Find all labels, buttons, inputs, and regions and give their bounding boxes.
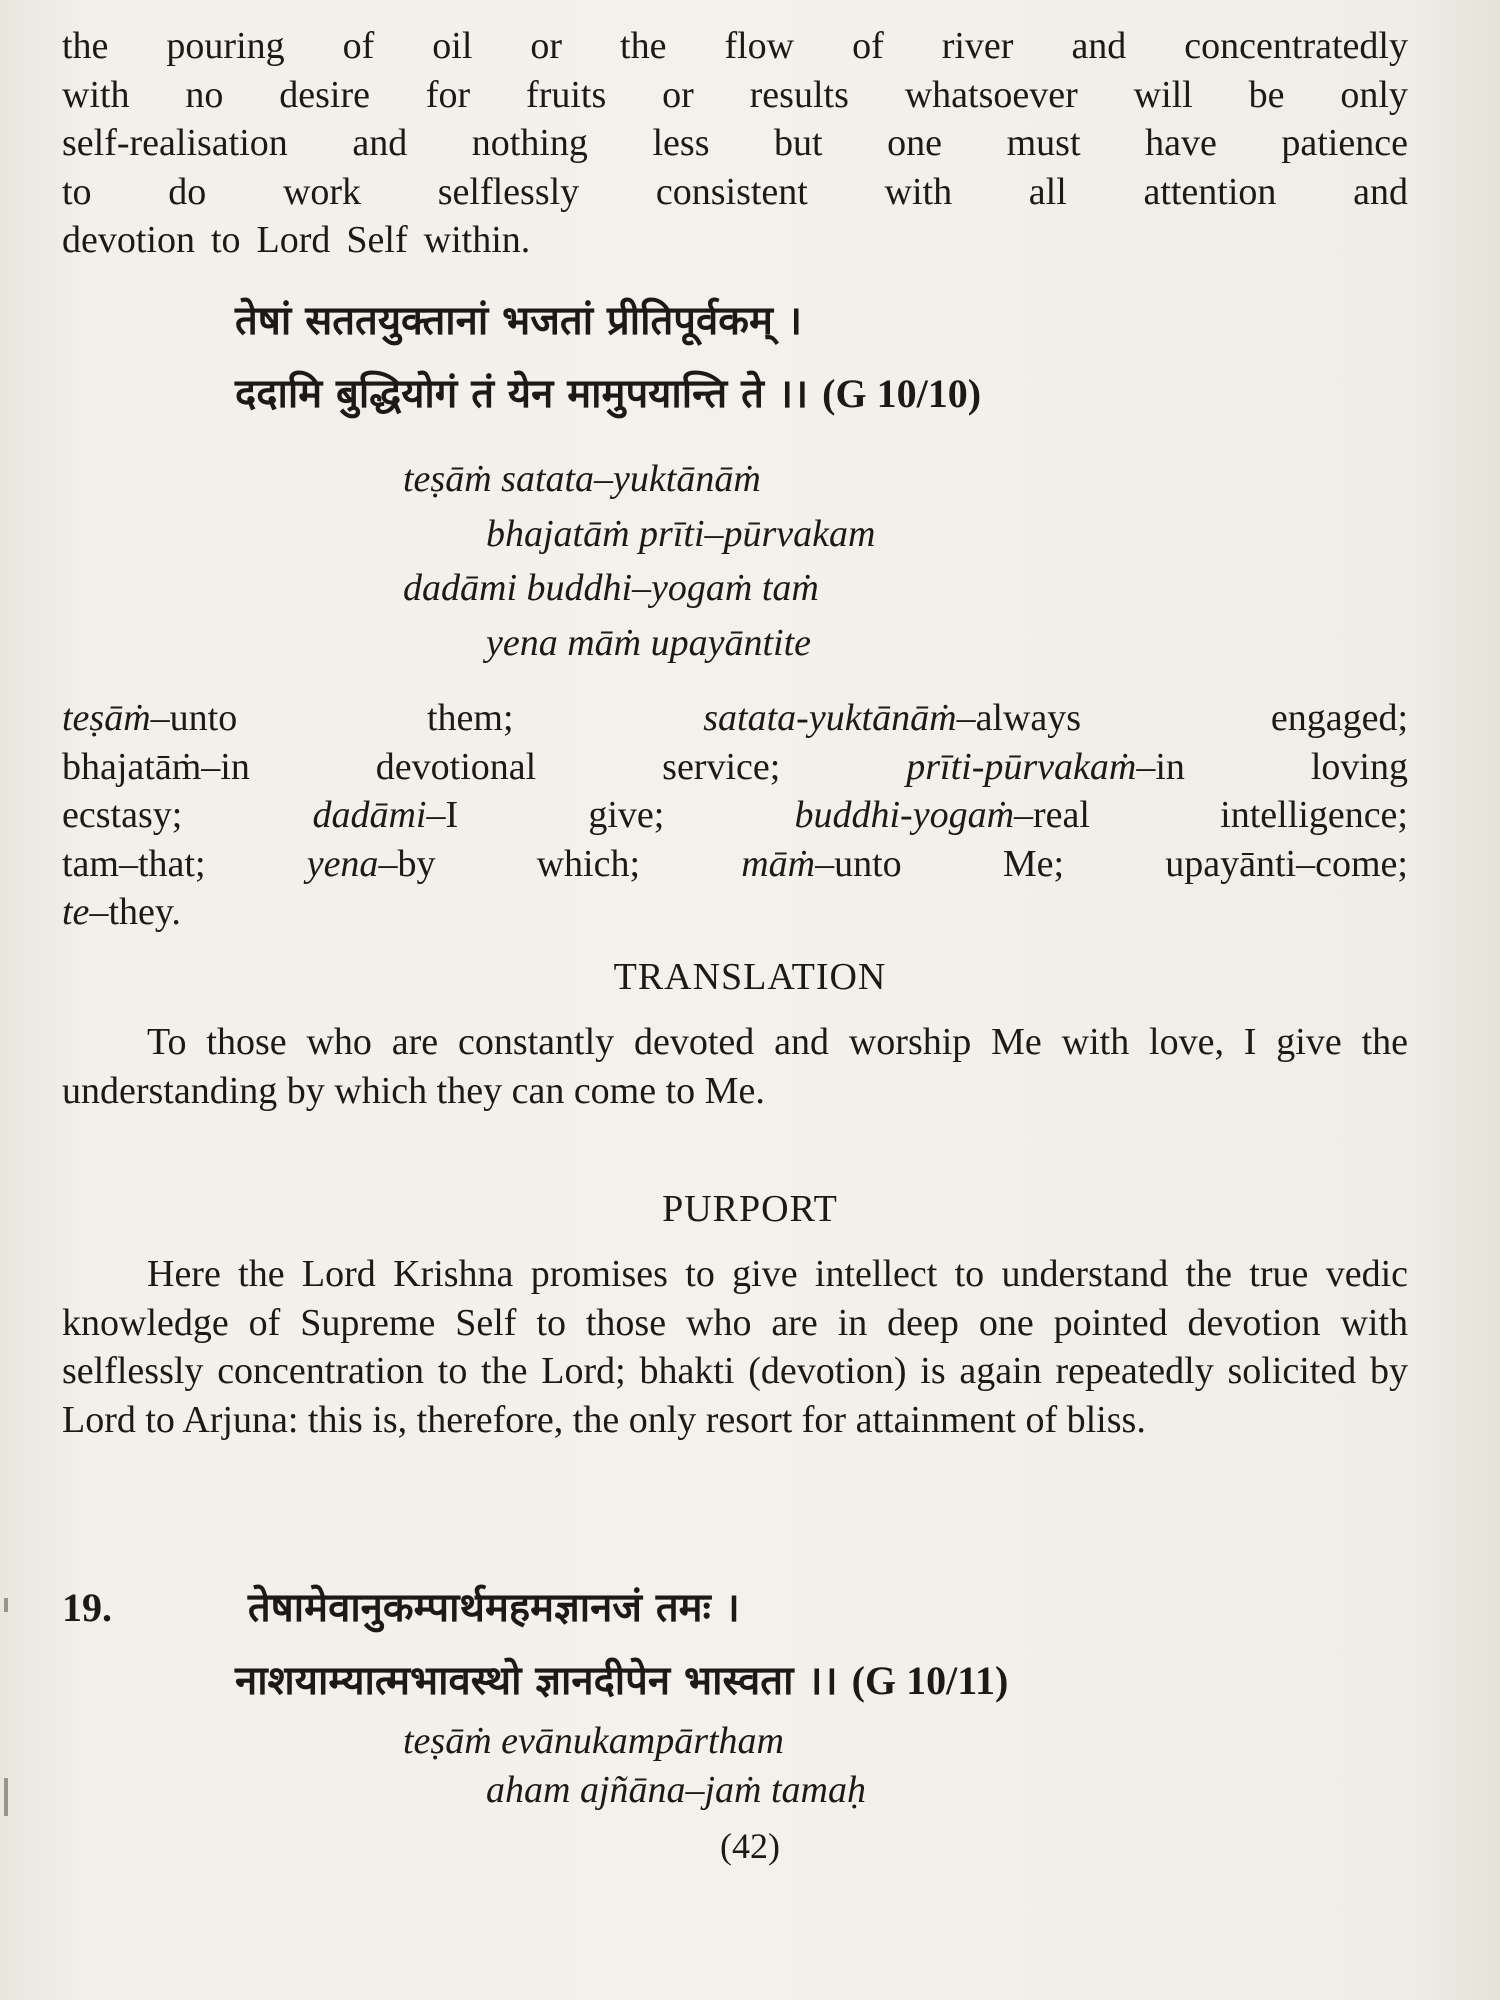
intro-word: have bbox=[1145, 122, 1217, 165]
intro-word: Self bbox=[346, 219, 408, 262]
synonym-word: devotional bbox=[375, 745, 537, 788]
verse18-translit-4: yena māṁ upayāntite bbox=[486, 622, 812, 664]
intro-word: pouring bbox=[166, 25, 285, 67]
synonym-word: prīti-pūrvakaṁ–in bbox=[906, 745, 1185, 788]
intro-word: consistent bbox=[655, 170, 808, 213]
synonym-word: give; bbox=[588, 794, 665, 837]
synonym-word: te–they. bbox=[62, 891, 181, 934]
synonym-word: ecstasy; bbox=[62, 794, 183, 837]
intro-line bbox=[62, 22, 1408, 71]
verse18-reference: (G 10/10) bbox=[822, 371, 982, 416]
binding-mark bbox=[4, 1598, 8, 1612]
synonym-word: dadāmi–I bbox=[312, 794, 459, 837]
intro-word: work bbox=[282, 170, 362, 213]
synonym-word: loving bbox=[1310, 745, 1408, 788]
intro-word: flow bbox=[724, 25, 795, 67]
synonym-word: engaged; bbox=[1270, 697, 1408, 739]
intro-line bbox=[62, 119, 1408, 168]
verse18-synonyms bbox=[62, 694, 1408, 937]
verse18-sanskrit-line2-wrap bbox=[235, 368, 1500, 420]
synonym-word: bhajatāṁ–in bbox=[62, 745, 250, 788]
synonym-word: Me; bbox=[1002, 842, 1065, 885]
intro-word: all bbox=[1028, 170, 1067, 213]
intro-line bbox=[62, 71, 1408, 120]
verse18-translit-1: teṣāṁ satata–yuktānāṁ bbox=[403, 458, 761, 500]
synonym-word: intelligence; bbox=[1220, 794, 1408, 837]
intro-word: the bbox=[62, 25, 109, 67]
intro-word: self-realisation bbox=[62, 122, 288, 165]
intro-paragraph bbox=[62, 22, 1408, 265]
intro-word: results bbox=[749, 73, 849, 116]
intro-word: and bbox=[1071, 25, 1127, 67]
intro-word: patience bbox=[1281, 122, 1408, 165]
intro-word: fruits bbox=[526, 73, 607, 116]
translation-text: To those who are constantly devoted and worship Me with love, I give the understanding by which they can come to Me. bbox=[62, 1021, 1408, 1112]
intro-word: the bbox=[620, 25, 667, 67]
intro-word: only bbox=[1340, 73, 1408, 116]
intro-word: selflessly bbox=[437, 170, 580, 213]
intro-word: whatsoever bbox=[904, 73, 1078, 116]
intro-word: for bbox=[425, 73, 471, 116]
verse19-reference: (G 10/11) bbox=[851, 1658, 1009, 1703]
verse18-sanskrit-line2: ददामि बुद्धियोगं तं येन मामुपयान्ति ते ।। bbox=[235, 371, 809, 417]
synonym-word: teṣāṁ–unto bbox=[62, 697, 238, 739]
intro-word: with bbox=[62, 73, 130, 116]
purport-text: Here the Lord Krishna promises to give intellect to understand the true vedic knowledge of Supreme Self to those who are in deep one pointed devotion with selflessly concentration to the Lord; bhakti (devotion) is again repeatedly solicited by Lord to Arjuna: this is, therefore, the only resort for attainment of bliss. bbox=[62, 1253, 1408, 1441]
binding-mark bbox=[4, 1778, 8, 1816]
intro-word: of bbox=[342, 25, 375, 67]
intro-word: within. bbox=[423, 219, 531, 262]
intro-word: or bbox=[662, 73, 694, 116]
purport-heading: PURPORT bbox=[662, 1188, 838, 1230]
intro-word: attention bbox=[1143, 170, 1277, 213]
intro-word: nothing bbox=[471, 122, 588, 165]
intro-word: or bbox=[530, 25, 563, 67]
verse19-line2-wrap bbox=[235, 1655, 1500, 1707]
intro-word: devotion bbox=[62, 219, 195, 262]
page-number: (42) bbox=[720, 1826, 780, 1866]
synonym-line bbox=[62, 743, 1408, 792]
synonym-word: buddhi-yogaṁ–real bbox=[794, 794, 1090, 837]
verse19-line1-wrap bbox=[62, 1582, 1408, 1634]
intro-word: be bbox=[1248, 73, 1285, 116]
synonym-line bbox=[62, 888, 1408, 937]
intro-line bbox=[62, 168, 1408, 217]
intro-word: and bbox=[1353, 170, 1408, 213]
synonym-word: service; bbox=[662, 745, 781, 788]
intro-word: concentratedly bbox=[1184, 25, 1408, 67]
synonym-word: tam–that; bbox=[62, 842, 206, 885]
synonym-word: upayānti–come; bbox=[1165, 842, 1408, 885]
intro-word: will bbox=[1133, 73, 1193, 116]
verse19-translit-1: teṣāṁ evānukampārtham bbox=[403, 1720, 784, 1762]
intro-word: but bbox=[774, 122, 823, 165]
intro-word: to bbox=[210, 219, 241, 262]
intro-word: oil bbox=[432, 25, 473, 67]
verse19-number: 19. bbox=[62, 1585, 112, 1630]
intro-word: no bbox=[185, 73, 224, 116]
intro-word: of bbox=[852, 25, 884, 67]
verse18-translit-3: dadāmi buddhi–yogaṁ taṁ bbox=[403, 567, 819, 609]
intro-word: and bbox=[352, 122, 408, 165]
verse18-sanskrit-line1: तेषां सततयुक्तानां भजतां प्रीतिपूर्वकम् । bbox=[235, 298, 802, 344]
intro-word: one bbox=[887, 122, 943, 165]
synonym-line bbox=[62, 694, 1408, 743]
intro-word: river bbox=[941, 25, 1014, 67]
synonym-word: māṁ–unto bbox=[741, 842, 902, 885]
verse19-sanskrit-line1: तेषामेवानुकम्पार्थमहमज्ञानजं तमः । bbox=[247, 1585, 740, 1631]
synonym-word: which; bbox=[536, 842, 641, 885]
synonym-word: yena–by bbox=[306, 842, 436, 885]
intro-word: less bbox=[652, 122, 710, 165]
intro-word: desire bbox=[279, 73, 371, 116]
synonym-line bbox=[62, 840, 1408, 889]
intro-word: Lord bbox=[256, 219, 331, 262]
intro-word: with bbox=[884, 170, 953, 213]
synonym-word: satata-yuktānāṁ–always bbox=[703, 697, 1082, 739]
verse18-translit-2: bhajatāṁ prīti–pūrvakam bbox=[486, 513, 876, 555]
synonym-word: them; bbox=[426, 697, 514, 739]
intro-word: do bbox=[168, 170, 207, 213]
intro-word: to bbox=[62, 170, 92, 213]
verse19-sanskrit-line2: नाशयाम्यात्मभावस्थो ज्ञानदीपेन भास्वता ।। bbox=[235, 1658, 838, 1704]
synonym-line bbox=[62, 791, 1408, 840]
verse19-translit-2: aham ajñāna–jaṁ tamaḥ bbox=[486, 1769, 866, 1811]
translation-heading: TRANSLATION bbox=[613, 956, 887, 998]
intro-word: must bbox=[1006, 122, 1081, 165]
intro-line bbox=[62, 216, 1408, 265]
